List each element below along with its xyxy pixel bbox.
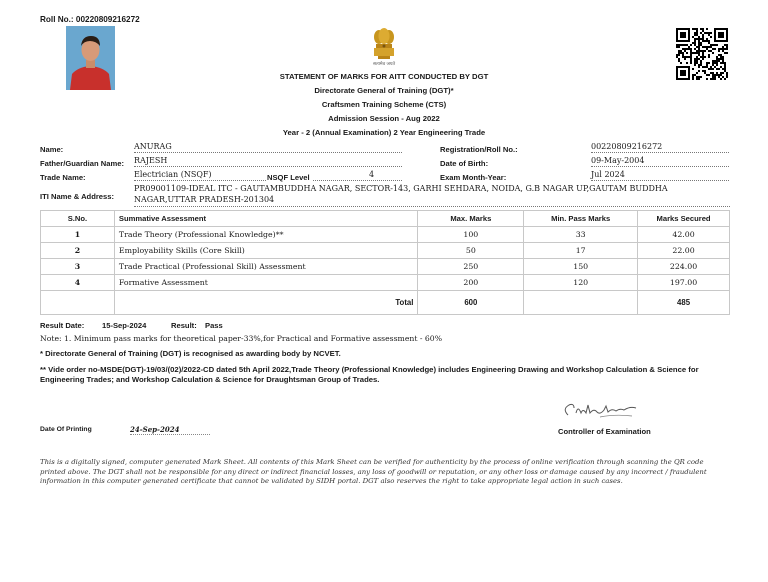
row-assessment: Employability Skills (Core Skill): [114, 243, 418, 259]
father-label: Father/Guardian Name:: [40, 159, 124, 168]
row-max-marks: 250: [418, 259, 524, 275]
row-sno: 1: [41, 227, 115, 243]
total-max-marks: 600: [418, 291, 524, 315]
dob-label: Date of Birth:: [440, 159, 489, 168]
iti-value: PR09001109-IDEAL ITC - GAUTAMBUDDHA NAGAR, SECTOR-143, GARHI SEHDARA, NOIDA, G.B NAGAR UP,GAUTAM BUDDHA NAGAR,UTTAR PRADESH-201304: [134, 184, 730, 207]
table-row: [41, 227, 730, 243]
row-sno: 4: [41, 275, 115, 291]
trade-label: Trade Name:: [40, 173, 86, 182]
table-row: [41, 243, 730, 259]
row-max-marks: 50: [418, 243, 524, 259]
controller-signature: [560, 399, 640, 423]
statement-title: STATEMENT OF MARKS FOR AITT CONDUCTED BY DGT: [279, 72, 489, 81]
row-min-marks: 33: [524, 227, 638, 243]
row-sno: 3: [41, 259, 115, 275]
table-row: [41, 259, 730, 275]
session-heading: Admission Session - Aug 2022: [328, 114, 440, 123]
nsqf-value: 4: [369, 170, 375, 179]
row-marks-secured: 197.00: [638, 275, 730, 291]
header-assessment: Summative Assessment: [114, 211, 418, 227]
row-min-marks: 150: [524, 259, 638, 275]
roll-number-header: Roll No.: 00220809216272: [40, 15, 140, 24]
total-label: Total: [114, 291, 418, 315]
total-empty-cell: [41, 291, 115, 315]
note-awarding-body: * Directorate General of Training (DGT) is recognised as awarding body by NCVET.: [40, 349, 341, 358]
printing-date-value: 24-Sep-2024: [130, 425, 210, 435]
header-max-marks: Max. Marks: [418, 211, 524, 227]
note-order: ** Vide order no-MSDE(DGT)-19/03/(02)/2022-CD dated 5th April 2022,Trade Theory (Professional Knowledge) includes Engineering Drawing and Workshop Calculation & Science for Engineering Trades; and Workshop Calculation & Science for Draughtsman Group of Trades.: [40, 365, 699, 384]
registration-label: Registration/Roll No.:: [440, 145, 518, 154]
result-date-value: 15-Sep-2024: [102, 321, 147, 330]
emblem-motto: सत्यमेव जयते: [372, 62, 396, 67]
disclaimer-text: This is a digitally signed, computer generated Mark Sheet. All contents of this Mark Sheet can be verified for authenticity by the process of online verification through scanning the QR code printed above. The DGT shall not be responsible for any direct or indirect financial losses, any loss of goodwill or reputation, or any other loss or damage caused by any incorrect / fraudulent information in this computer generated certificate that cannot be validated by SIDH portal. DGT also reserves the right to take appropriate legal action in such cases.: [40, 458, 707, 486]
header-min-pass-marks: Min. Pass Marks: [524, 211, 638, 227]
note-pass-marks: Note: 1. Minimum pass marks for theoretical paper-33%,for Practical and Formative assessment - 60%: [40, 334, 443, 343]
row-assessment: Formative Assessment: [114, 275, 418, 291]
printing-date-label: Date Of Printing: [40, 426, 92, 433]
scheme-heading: Craftsmen Training Scheme (CTS): [321, 100, 447, 109]
result-date-label: Result Date:: [40, 321, 85, 330]
row-min-marks: 17: [524, 243, 638, 259]
total-marks-secured: 485: [638, 291, 730, 315]
national-emblem-icon: [369, 26, 399, 62]
row-min-marks: 120: [524, 275, 638, 291]
dgt-heading: Directorate General of Training (DGT)*: [314, 86, 454, 95]
row-sno: 2: [41, 243, 115, 259]
row-max-marks: 100: [418, 227, 524, 243]
nsqf-label: NSQF Level: [267, 173, 310, 182]
exam-value: Jul 2024: [591, 170, 729, 181]
table-row: [41, 275, 730, 291]
year-heading: Year - 2 (Annual Examination) 2 Year Engineering Trade: [282, 128, 486, 137]
iti-label: ITI Name & Address:: [40, 192, 114, 201]
table-header-row: [41, 211, 730, 227]
result-value: Pass: [205, 321, 223, 330]
name-label: Name:: [40, 145, 64, 154]
row-max-marks: 200: [418, 275, 524, 291]
header-marks-secured: Marks Secured: [638, 211, 730, 227]
row-assessment: Trade Practical (Professional Skill) Assessment: [114, 259, 418, 275]
dob-value: 09-May-2004: [591, 156, 729, 167]
row-assessment: Trade Theory (Professional Knowledge)**: [114, 227, 418, 243]
row-marks-secured: 42.00: [638, 227, 730, 243]
row-marks-secured: 224.00: [638, 259, 730, 275]
row-marks-secured: 22.00: [638, 243, 730, 259]
header-sno: S.No.: [41, 211, 115, 227]
total-row: [41, 291, 730, 315]
registration-value: 00220809216272: [591, 142, 729, 153]
total-min-empty-cell: [524, 291, 638, 315]
result-label: Result:: [171, 321, 197, 330]
name-value: ANURAG: [134, 142, 402, 153]
exam-label: Exam Month-Year:: [440, 173, 507, 182]
father-value: RAJESH: [134, 156, 402, 167]
trade-value: Electrician (NSQF): [134, 170, 402, 181]
controller-of-examination: Controller of Examination: [558, 427, 651, 436]
marks-table: [40, 210, 730, 315]
